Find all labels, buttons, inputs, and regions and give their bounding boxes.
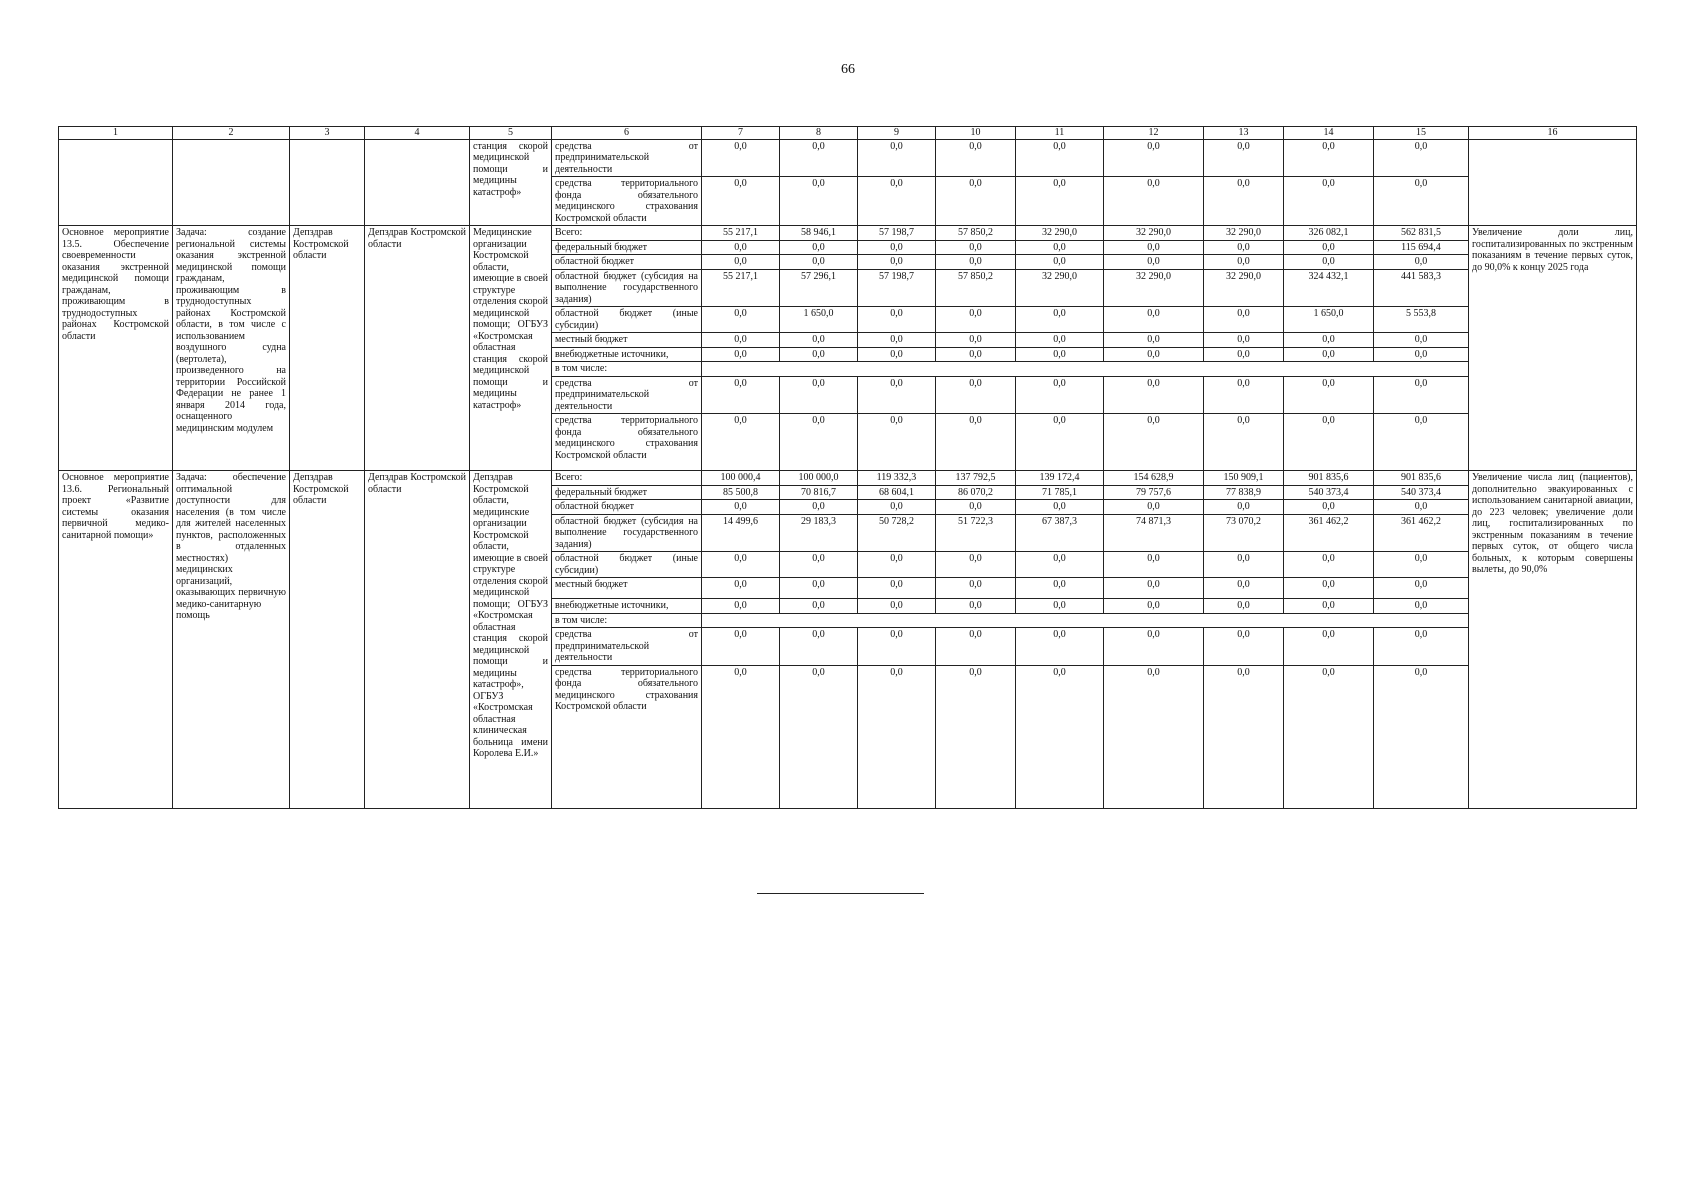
value-cell: 0,0: [702, 240, 780, 255]
value-cell: 0,0: [1374, 414, 1469, 471]
table-header: [59, 127, 1637, 140]
value-cell: 0,0: [1284, 139, 1374, 177]
value-cell: 0,0: [1204, 552, 1284, 578]
value-cell: 86 070,2: [936, 485, 1016, 500]
value-cell: 0,0: [1204, 599, 1284, 614]
responsible-cell: Депздрав Костромской области: [290, 471, 365, 809]
table-row: [59, 139, 1637, 177]
value-cell: 0,0: [1284, 177, 1374, 226]
value-cell: 0,0: [858, 240, 936, 255]
value-cell: 79 757,6: [1104, 485, 1204, 500]
value-cell: 14 499,6: [702, 514, 780, 552]
task-cell: Задача: создание региональной системы оказания экстренной медицинской помощи гражданам, проживающим в труднодоступных районах Костромской области, в том числе с использованием воздушного судна (вертолета), произведенного на территории Российской Федерации не ранее 1 января 2014 года, оснащенного медицинским модулем: [173, 226, 290, 471]
value-cell: 0,0: [858, 333, 936, 348]
funding-source-label: областной бюджет (иные субсидии): [552, 307, 702, 333]
value-cell: 0,0: [936, 665, 1016, 808]
funding-source-label: областной бюджет (субсидия на выполнение государственного задания): [552, 269, 702, 307]
funding-source-label: федеральный бюджет: [552, 240, 702, 255]
value-cell: 55 217,1: [702, 269, 780, 307]
value-cell: 0,0: [702, 578, 780, 599]
measure-name-cell: Основное мероприятие 13.5. Обеспечение своевременности оказания экстренной медицинской помощи гражданам, проживающим в труднодоступных районах Костромской области: [59, 226, 173, 471]
value-cell: 0,0: [1204, 177, 1284, 226]
value-cell: 562 831,5: [1374, 226, 1469, 241]
value-cell: 0,0: [780, 255, 858, 270]
value-cell: 0,0: [1374, 333, 1469, 348]
header-cell: 16: [1469, 127, 1637, 140]
value-cell: 85 500,8: [702, 485, 780, 500]
value-cell: 0,0: [1374, 177, 1469, 226]
value-cell: 0,0: [936, 500, 1016, 515]
value-cell: 32 290,0: [1016, 226, 1104, 241]
value-cell: 154 628,9: [1104, 471, 1204, 486]
value-cell: 0,0: [1374, 500, 1469, 515]
value-cell: 5 553,8: [1374, 307, 1469, 333]
value-cell: 0,0: [1104, 240, 1204, 255]
value-cell: 0,0: [858, 500, 936, 515]
funding-source-label: средства от предпринимательской деятельности: [552, 139, 702, 177]
value-cell: 0,0: [936, 599, 1016, 614]
value-cell: 0,0: [1284, 376, 1374, 414]
value-cell: 0,0: [858, 347, 936, 362]
value-cell: 0,0: [1374, 552, 1469, 578]
funding-source-label: внебюджетные источники,: [552, 347, 702, 362]
header-cell: 12: [1104, 127, 1204, 140]
table-row: [59, 471, 1637, 486]
value-cell: 0,0: [702, 599, 780, 614]
task-cell: Задача: обеспечение оптимальной доступности для населения (в том числе для жителей населенных пунктов, расположенных в отдаленных местностях) медицинских организаций, оказывающих первичную медико-санитарную помощь: [173, 471, 290, 809]
header-row: [59, 127, 1637, 140]
header-cell: 3: [290, 127, 365, 140]
funding-source-label: областной бюджет (иные субсидии): [552, 552, 702, 578]
value-cell: 0,0: [1204, 414, 1284, 471]
value-cell: 326 082,1: [1284, 226, 1374, 241]
value-cell: 0,0: [936, 578, 1016, 599]
value-cell: 0,0: [1374, 665, 1469, 808]
value-cell: 0,0: [858, 139, 936, 177]
value-cell: 0,0: [1284, 255, 1374, 270]
value-cell: 0,0: [1016, 552, 1104, 578]
value-cell: 0,0: [1374, 347, 1469, 362]
value-cell: 0,0: [780, 347, 858, 362]
value-cell: 0,0: [936, 139, 1016, 177]
expected-result-cell: Увеличение числа лиц (пациентов), дополнительно эвакуированных с использованием санитарной авиации, до 223 человек; увеличение доли лиц, госпитализированных по экстренным показаниям в течение первых суток, от общего числа больных, к которым совершены вылеты, до 90,0%: [1469, 471, 1637, 809]
value-cell: 0,0: [1204, 500, 1284, 515]
value-cell: 115 694,4: [1374, 240, 1469, 255]
value-cell: 0,0: [858, 177, 936, 226]
value-cell: 58 946,1: [780, 226, 858, 241]
value-cell: 0,0: [702, 177, 780, 226]
value-cell: 0,0: [1204, 628, 1284, 666]
value-cell: 0,0: [1104, 414, 1204, 471]
value-cell: 0,0: [936, 307, 1016, 333]
value-cell: 0,0: [702, 376, 780, 414]
header-cell: 10: [936, 127, 1016, 140]
funding-source-label: в том числе:: [552, 362, 702, 377]
empty-cell: [173, 139, 290, 226]
value-cell: 0,0: [1374, 376, 1469, 414]
value-cell: 0,0: [780, 240, 858, 255]
funding-source-label: областной бюджет: [552, 500, 702, 515]
value-cell: 32 290,0: [1016, 269, 1104, 307]
value-cell: 361 462,2: [1374, 514, 1469, 552]
value-cell: 0,0: [780, 599, 858, 614]
value-cell: 0,0: [1204, 333, 1284, 348]
header-cell: 2: [173, 127, 290, 140]
value-cell: 32 290,0: [1104, 269, 1204, 307]
value-cell: 32 290,0: [1204, 226, 1284, 241]
header-cell: 11: [1016, 127, 1104, 140]
executor-cell: станция скорой медицинской помощи и медицины катастроф»: [470, 139, 552, 226]
value-cell: 150 909,1: [1204, 471, 1284, 486]
executor-cell: Медицинские организации Костромской области, имеющие в своей структуре отделения скорой медицинской помощи; ОГБУЗ «Костромская областная станция скорой медицинской помощи и медицины катастроф»: [470, 226, 552, 471]
value-cell: 901 835,6: [1374, 471, 1469, 486]
value-cell: 0,0: [1016, 139, 1104, 177]
empty-cell: [365, 139, 470, 226]
value-cell: 32 290,0: [1104, 226, 1204, 241]
value-cell: 0,0: [702, 139, 780, 177]
value-cell: 0,0: [858, 307, 936, 333]
value-cell: 0,0: [1204, 139, 1284, 177]
value-cell: 100 000,4: [702, 471, 780, 486]
value-cell: 0,0: [936, 240, 1016, 255]
funding-source-label: Всего:: [552, 471, 702, 486]
funding-source-label: местный бюджет: [552, 578, 702, 599]
value-cell: 0,0: [1374, 139, 1469, 177]
value-cell: 67 387,3: [1016, 514, 1104, 552]
funding-source-label: средства от предпринимательской деятельности: [552, 376, 702, 414]
footer-rule: [757, 893, 924, 894]
value-cell: 0,0: [858, 599, 936, 614]
table-row: [59, 226, 1637, 241]
value-cell: 0,0: [1016, 628, 1104, 666]
value-cell: 0,0: [1104, 599, 1204, 614]
value-cell: 0,0: [858, 552, 936, 578]
value-cell: 0,0: [1016, 240, 1104, 255]
value-cell: 0,0: [936, 255, 1016, 270]
value-cell: 0,0: [1104, 139, 1204, 177]
header-cell: 6: [552, 127, 702, 140]
measure-name-cell: Основное мероприятие 13.6. Региональный проект «Развитие системы оказания первичной медико-санитарной помощи»: [59, 471, 173, 809]
value-cell: 0,0: [1104, 255, 1204, 270]
value-cell: 0,0: [936, 347, 1016, 362]
page-number: 66: [841, 62, 855, 77]
value-cell: 0,0: [1016, 665, 1104, 808]
coexecutor-cell: Депздрав Костромской области: [365, 226, 470, 471]
value-cell: 70 816,7: [780, 485, 858, 500]
value-cell: 0,0: [1204, 307, 1284, 333]
funding-source-label: областной бюджет (субсидия на выполнение государственного задания): [552, 514, 702, 552]
value-cell: 0,0: [780, 578, 858, 599]
value-cell: 0,0: [1284, 665, 1374, 808]
value-cell: 73 070,2: [1204, 514, 1284, 552]
funding-source-label: федеральный бюджет: [552, 485, 702, 500]
value-cell: 0,0: [780, 139, 858, 177]
value-cell: 0,0: [780, 628, 858, 666]
value-cell: 0,0: [702, 552, 780, 578]
value-cell: 0,0: [936, 414, 1016, 471]
value-cell: 0,0: [1104, 665, 1204, 808]
funding-source-label: в том числе:: [552, 613, 702, 628]
value-cell: 0,0: [702, 347, 780, 362]
coexecutor-cell: Депздрав Костромской области: [365, 471, 470, 809]
value-cell: 57 198,7: [858, 226, 936, 241]
value-cell: 0,0: [1204, 255, 1284, 270]
value-cell: 71 785,1: [1016, 485, 1104, 500]
value-cell: 139 172,4: [1016, 471, 1104, 486]
value-cell: 0,0: [1204, 376, 1284, 414]
value-cell: 0,0: [1374, 255, 1469, 270]
value-cell: 0,0: [1016, 414, 1104, 471]
value-cell: 0,0: [858, 255, 936, 270]
funding-source-label: внебюджетные источники,: [552, 599, 702, 614]
value-cell: 0,0: [936, 177, 1016, 226]
header-cell: 8: [780, 127, 858, 140]
value-cell: 137 792,5: [936, 471, 1016, 486]
empty-cell: [1469, 139, 1637, 226]
value-cell: 74 871,3: [1104, 514, 1204, 552]
header-cell: 13: [1204, 127, 1284, 140]
value-cell: 0,0: [1104, 628, 1204, 666]
value-cell: 100 000,0: [780, 471, 858, 486]
value-cell: 0,0: [702, 628, 780, 666]
value-cell: 0,0: [1374, 599, 1469, 614]
value-cell: 361 462,2: [1284, 514, 1374, 552]
value-cell: 0,0: [1284, 628, 1374, 666]
value-cell: 0,0: [858, 376, 936, 414]
funding-source-label: Всего:: [552, 226, 702, 241]
value-cell: 0,0: [1284, 240, 1374, 255]
value-cell: 0,0: [936, 376, 1016, 414]
value-cell: 0,0: [780, 552, 858, 578]
funding-source-label: средства от предпринимательской деятельности: [552, 628, 702, 666]
funding-source-label: средства территориального фонда обязательного медицинского страхования Костромской области: [552, 414, 702, 471]
value-cell: 0,0: [780, 414, 858, 471]
value-cell: 0,0: [702, 500, 780, 515]
value-cell: 0,0: [1284, 347, 1374, 362]
value-cell: 0,0: [780, 333, 858, 348]
value-cell: 0,0: [1374, 628, 1469, 666]
value-cell: 0,0: [858, 414, 936, 471]
header-cell: 5: [470, 127, 552, 140]
value-cell: 0,0: [1016, 307, 1104, 333]
value-cell: 0,0: [780, 376, 858, 414]
header-cell: 7: [702, 127, 780, 140]
value-cell: 0,0: [1016, 500, 1104, 515]
value-cell: 0,0: [1016, 599, 1104, 614]
value-cell: 324 432,1: [1284, 269, 1374, 307]
header-cell: 15: [1374, 127, 1469, 140]
value-cell: 540 373,4: [1374, 485, 1469, 500]
value-cell: 1 650,0: [780, 307, 858, 333]
value-cell: 57 850,2: [936, 269, 1016, 307]
value-cell: 55 217,1: [702, 226, 780, 241]
value-cell: 0,0: [1104, 333, 1204, 348]
value-cell: 0,0: [702, 414, 780, 471]
value-cell: 57 296,1: [780, 269, 858, 307]
empty-cell: [702, 613, 1469, 628]
value-cell: 441 583,3: [1374, 269, 1469, 307]
value-cell: 540 373,4: [1284, 485, 1374, 500]
value-cell: 0,0: [1204, 665, 1284, 808]
funding-source-label: средства территориального фонда обязательного медицинского страхования Костромской области: [552, 177, 702, 226]
value-cell: 77 838,9: [1204, 485, 1284, 500]
value-cell: 119 332,3: [858, 471, 936, 486]
value-cell: 0,0: [1016, 347, 1104, 362]
header-cell: 1: [59, 127, 173, 140]
value-cell: 1 650,0: [1284, 307, 1374, 333]
value-cell: 0,0: [1284, 578, 1374, 599]
value-cell: 0,0: [1104, 552, 1204, 578]
value-cell: 29 183,3: [780, 514, 858, 552]
table-body: [59, 139, 1637, 808]
value-cell: 0,0: [936, 552, 1016, 578]
value-cell: 0,0: [936, 333, 1016, 348]
header-cell: 14: [1284, 127, 1374, 140]
value-cell: 901 835,6: [1284, 471, 1374, 486]
value-cell: 0,0: [1284, 599, 1374, 614]
value-cell: 51 722,3: [936, 514, 1016, 552]
value-cell: 0,0: [1104, 307, 1204, 333]
value-cell: 0,0: [1284, 552, 1374, 578]
value-cell: 0,0: [1204, 240, 1284, 255]
funding-source-label: областной бюджет: [552, 255, 702, 270]
value-cell: 0,0: [1016, 376, 1104, 414]
value-cell: 0,0: [936, 628, 1016, 666]
value-cell: 0,0: [1104, 177, 1204, 226]
value-cell: 0,0: [780, 177, 858, 226]
value-cell: 0,0: [858, 665, 936, 808]
value-cell: 50 728,2: [858, 514, 936, 552]
value-cell: 0,0: [858, 628, 936, 666]
value-cell: 0,0: [858, 578, 936, 599]
value-cell: 0,0: [1284, 414, 1374, 471]
value-cell: 0,0: [780, 500, 858, 515]
value-cell: 0,0: [702, 255, 780, 270]
value-cell: 0,0: [1016, 333, 1104, 348]
value-cell: 68 604,1: [858, 485, 936, 500]
value-cell: 0,0: [702, 307, 780, 333]
funding-source-label: местный бюджет: [552, 333, 702, 348]
value-cell: 0,0: [780, 665, 858, 808]
budget-table: [58, 126, 1637, 809]
value-cell: 0,0: [1374, 578, 1469, 599]
empty-cell: [702, 362, 1469, 377]
header-cell: 9: [858, 127, 936, 140]
value-cell: 0,0: [702, 665, 780, 808]
value-cell: 0,0: [1016, 177, 1104, 226]
value-cell: 0,0: [1104, 376, 1204, 414]
value-cell: 57 198,7: [858, 269, 936, 307]
value-cell: 0,0: [1204, 347, 1284, 362]
value-cell: 0,0: [702, 333, 780, 348]
funding-source-label: средства территориального фонда обязательного медицинского страхования Костромской области: [552, 665, 702, 808]
header-cell: 4: [365, 127, 470, 140]
value-cell: 0,0: [1016, 578, 1104, 599]
expected-result-cell: Увеличение доли лиц, госпитализированных по экстренным показаниям в течение первых суток, до 90,0% к концу 2025 года: [1469, 226, 1637, 471]
value-cell: 57 850,2: [936, 226, 1016, 241]
empty-cell: [59, 139, 173, 226]
responsible-cell: Депздрав Костромской области: [290, 226, 365, 471]
value-cell: 0,0: [1204, 578, 1284, 599]
value-cell: 32 290,0: [1204, 269, 1284, 307]
value-cell: 0,0: [1104, 578, 1204, 599]
value-cell: 0,0: [1104, 347, 1204, 362]
value-cell: 0,0: [1284, 333, 1374, 348]
value-cell: 0,0: [1284, 500, 1374, 515]
value-cell: 0,0: [1016, 255, 1104, 270]
empty-cell: [290, 139, 365, 226]
value-cell: 0,0: [1104, 500, 1204, 515]
executor-cell: Депздрав Костромской области, медицинские организации Костромской области, имеющие в своей структуре отделения скорой медицинской помощи; ОГБУЗ «Костромская областная станция скорой медицинской помощи и медицины катастроф», ОГБУЗ «Костромская областная клиническая больница имени Королева Е.И.»: [470, 471, 552, 809]
